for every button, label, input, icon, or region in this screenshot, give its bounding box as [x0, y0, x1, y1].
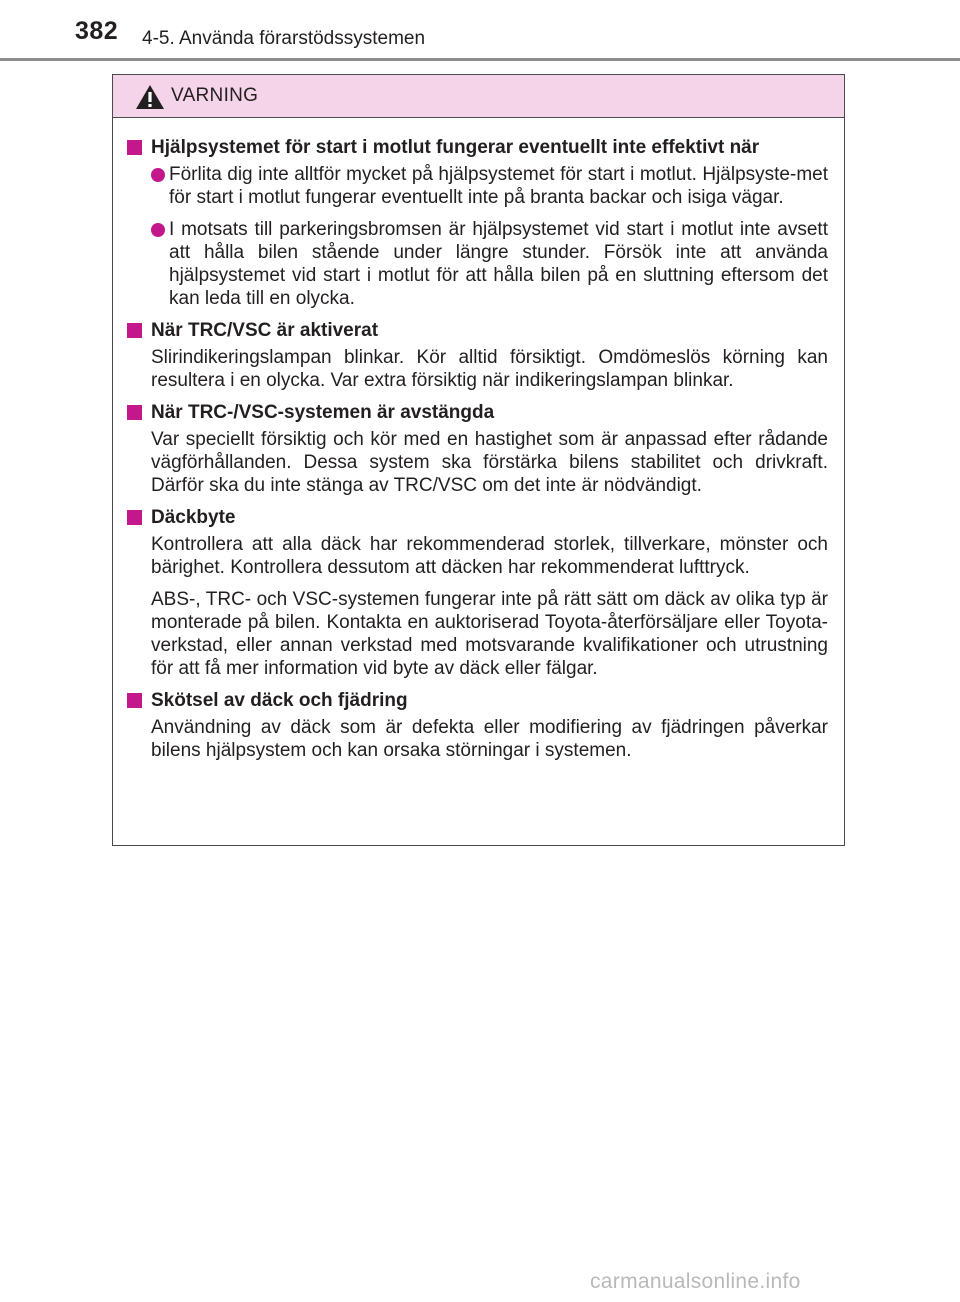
warning-triangle-icon — [135, 84, 165, 110]
warning-label: VARNING — [171, 85, 259, 106]
section-paragraph: Var speciellt försiktig och kör med en hastighet som är anpassad efter rådande vägförhållanden. Dessa system ska förstärka bilens stabilitet och drivkraft. Därför ska du inte stänga av TRC/VSC om det inte är nödvändigt. — [151, 429, 828, 496]
section-paragraph: ABS-, TRC- och VSC-systemen fungerar inte på rätt sätt om däck av olika typ är monterade på bilen. Kontakta en auktoriserad Toyota-återförsäljare eller Toyota-verkstad, eller annan verkstad med motsvarande kvalifikationer och utrustning för att få mer information vid byte av däck eller fälgar. — [151, 589, 828, 679]
warning-section — [127, 401, 828, 497]
square-bullet-icon — [127, 693, 142, 708]
warning-header — [113, 75, 844, 118]
section-heading: Skötsel av däck och fjädring — [127, 689, 828, 712]
circle-bullet-icon — [151, 223, 165, 237]
square-bullet-icon — [127, 405, 142, 420]
circle-bullet-icon — [151, 168, 165, 182]
warning-section — [127, 319, 828, 392]
square-bullet-icon — [127, 323, 142, 338]
section-heading: Hjälpsystemet för start i motlut fungerar eventuellt inte effektivt när — [127, 136, 828, 159]
section-heading: När TRC-/VSC-systemen är avstängda — [127, 401, 828, 424]
bullet-item: I motsats till parkeringsbromsen är hjälpsystemet vid start i motlut inte avsett att hålla bilen stående under längre stunder. Försök inte att använda hjälpsystemet vid start i motlut för att hålla bilen på en sluttning eftersom det kan leda till en olycka. — [127, 218, 828, 310]
section-title: 4-5. Använda förarstödssystemen — [142, 28, 426, 49]
header-divider — [0, 58, 960, 61]
warning-content — [113, 118, 844, 762]
section-paragraph: Slirindikeringslampan blinkar. Kör alltid försiktigt. Omdömeslös körning kan resultera i en olycka. Var extra försiktig när indikeringslampan blinkar. — [151, 347, 828, 391]
square-bullet-icon — [127, 140, 142, 155]
section-heading: Däckbyte — [127, 506, 828, 529]
page-header — [0, 0, 960, 62]
warning-section — [127, 136, 828, 310]
watermark: carmanualsonline.info — [590, 1270, 801, 1293]
page-number: 382 — [75, 17, 119, 45]
section-paragraph: Kontrollera att alla däck har rekommenderad storlek, tillverkare, mönster och bärighet. Kontrollera dessutom att däcken har rekommenderat lufttryck. — [151, 534, 828, 578]
section-paragraph: Användning av däck som är defekta eller modifiering av fjädringen påverkar bilens hjälpsystem och kan orsaka störningar i systemen. — [151, 717, 828, 761]
bullet-item: Förlita dig inte alltför mycket på hjälpsystemet för start i motlut. Hjälpsyste-met för start i motlut fungerar eventuellt inte på branta backar och isiga vägar. — [127, 163, 828, 209]
warning-section — [127, 689, 828, 762]
square-bullet-icon — [127, 510, 142, 525]
warning-box — [112, 74, 845, 846]
warning-section — [127, 506, 828, 680]
section-heading: När TRC/VSC är aktiverat — [127, 319, 828, 342]
